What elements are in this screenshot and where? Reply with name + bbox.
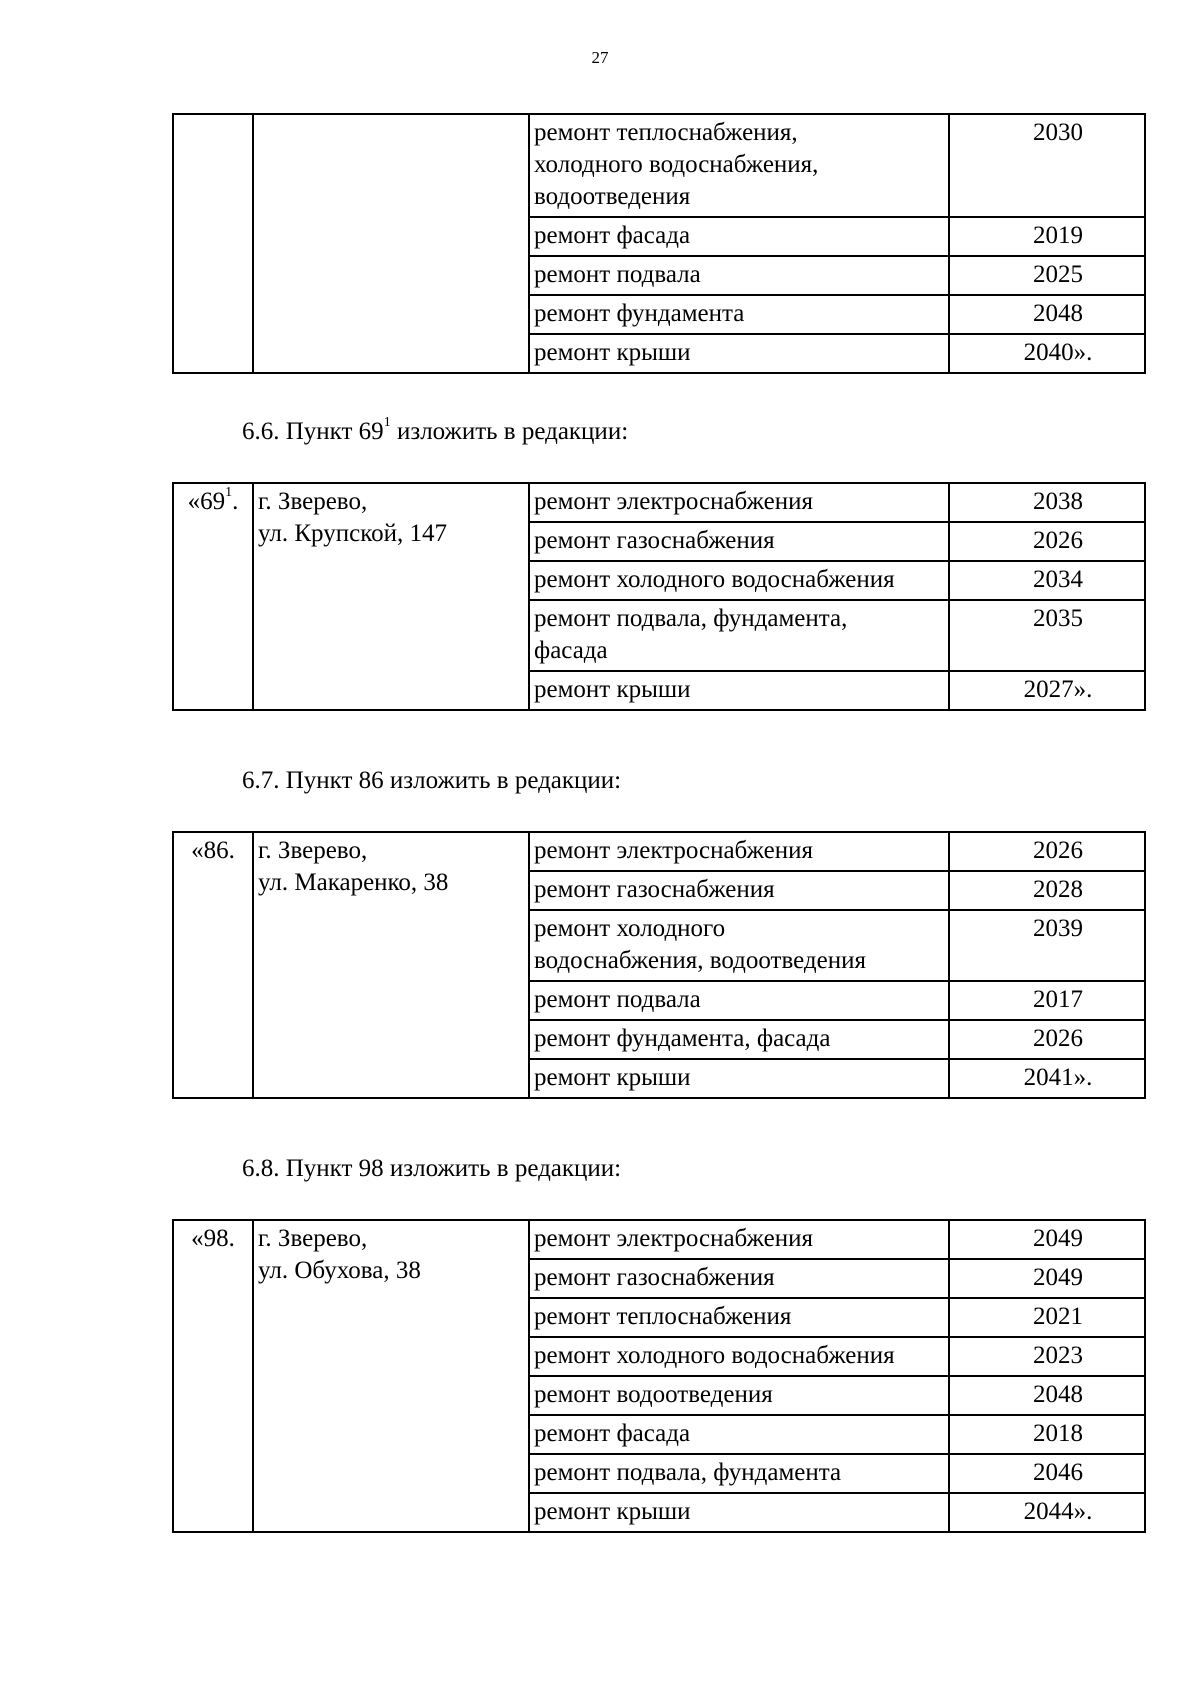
work-type-cell: ремонт холодного водоснабжения, водоотведения <box>529 910 949 981</box>
table-6-7 <box>172 831 1146 1099</box>
year-value: 2039 <box>1033 915 1083 942</box>
work-type-cell: ремонт подвала, фундамента, фасада <box>529 600 949 671</box>
year-value: 2017 <box>1033 986 1083 1013</box>
year-cell <box>949 1259 1145 1298</box>
year-cell <box>949 910 1145 981</box>
year-cell <box>949 1415 1145 1454</box>
year-cell <box>949 1220 1145 1259</box>
address-cell: г. Зверево, ул. Обухова, 38 <box>253 1220 529 1532</box>
work-type-cell: ремонт крыши <box>529 1059 949 1098</box>
work-type-cell: ремонт газоснабжения <box>529 522 949 561</box>
year-value: 2041». <box>1023 1064 1093 1091</box>
year-value: 2028 <box>1033 876 1083 903</box>
work-type-cell: ремонт фасада <box>529 1415 949 1454</box>
year-cell <box>949 1020 1145 1059</box>
work-type-cell: ремонт подвала <box>529 256 949 295</box>
item-number: «98. <box>173 1220 253 1532</box>
work-type-cell: ремонт фундамента <box>529 295 949 334</box>
work-type-cell: ремонт электроснабжения <box>529 1220 949 1259</box>
year-value: 2048 <box>1033 300 1083 327</box>
work-type-cell: ремонт газоснабжения <box>529 1259 949 1298</box>
year-value: 2044». <box>1023 1498 1093 1525</box>
year-value: 2026 <box>1033 527 1083 554</box>
year-value: 2025 <box>1033 261 1083 288</box>
work-type-cell: ремонт крыши <box>529 1493 949 1532</box>
year-cell <box>949 832 1145 871</box>
work-type-cell: ремонт крыши <box>529 671 949 710</box>
year-value: 2035 <box>1033 605 1083 632</box>
year-cell <box>949 114 1145 217</box>
work-type-cell: ремонт электроснабжения <box>529 483 949 522</box>
year-cell <box>949 600 1145 671</box>
year-cell <box>949 1376 1145 1415</box>
year-value: 2021 <box>1033 1303 1083 1330</box>
address-cell <box>253 114 529 373</box>
year-cell <box>949 483 1145 522</box>
year-value: 2048 <box>1033 1381 1083 1408</box>
work-type-cell: ремонт теплоснабжения <box>529 1298 949 1337</box>
year-value: 2046 <box>1033 1459 1083 1486</box>
year-value: 2040». <box>1023 339 1093 366</box>
table-row <box>173 1220 1145 1259</box>
year-value: 2023 <box>1033 1342 1083 1369</box>
heading-6-6: 6.6. Пункт $69^1$ изложить в редакции: <box>242 414 629 445</box>
item-number: «$69^1$. <box>173 483 253 710</box>
table-6-6 <box>172 482 1146 711</box>
year-value: 2034 <box>1033 566 1083 593</box>
work-type-cell: ремонт крыши <box>529 334 949 373</box>
item-number <box>173 114 253 373</box>
work-type-cell: ремонт газоснабжения <box>529 871 949 910</box>
year-cell <box>949 1493 1145 1532</box>
heading-6-7: 6.7. Пункт 86 изложить в редакции: <box>242 767 622 794</box>
superscript: 1 <box>225 484 233 500</box>
year-value: 2038 <box>1033 488 1083 515</box>
work-type-cell: ремонт холодного водоснабжения <box>529 561 949 600</box>
table-row <box>173 114 1145 217</box>
year-value: 2019 <box>1033 222 1083 249</box>
year-value: 2026 <box>1033 1025 1083 1052</box>
year-cell <box>949 295 1145 334</box>
table-row <box>173 832 1145 871</box>
year-cell <box>949 522 1145 561</box>
work-type-cell: ремонт водоотведения <box>529 1376 949 1415</box>
year-cell <box>949 334 1145 373</box>
address-cell: г. Зверево, ул. Крупской, 147 <box>253 483 529 710</box>
work-type-cell: ремонт холодного водоснабжения <box>529 1337 949 1376</box>
year-cell <box>949 1298 1145 1337</box>
work-type-cell: ремонт фасада <box>529 217 949 256</box>
year-cell <box>949 217 1145 256</box>
work-type-cell: ремонт теплоснабжения, холодного водоснабжения, водоотведения <box>529 114 949 217</box>
table-6-8 <box>172 1219 1146 1533</box>
year-value: 2026 <box>1033 837 1083 864</box>
work-type-cell: ремонт электроснабжения <box>529 832 949 871</box>
year-cell <box>949 671 1145 710</box>
table-top <box>172 113 1146 374</box>
heading-6-8: 6.8. Пункт 98 изложить в редакции: <box>242 1155 622 1182</box>
year-value: 2049 <box>1033 1225 1083 1252</box>
year-value: 2018 <box>1033 1420 1083 1447</box>
year-cell <box>949 871 1145 910</box>
work-type-cell: ремонт подвала, фундамента <box>529 1454 949 1493</box>
year-value: 2030 <box>1033 119 1083 146</box>
year-cell <box>949 256 1145 295</box>
item-number: «86. <box>173 832 253 1098</box>
year-cell <box>949 1454 1145 1493</box>
year-cell <box>949 561 1145 600</box>
year-cell <box>949 1059 1145 1098</box>
year-value: 2049 <box>1033 1264 1083 1291</box>
year-value: 2027». <box>1023 676 1093 703</box>
address-cell: г. Зверево, ул. Макаренко, 38 <box>253 832 529 1098</box>
year-cell <box>949 981 1145 1020</box>
year-cell <box>949 1337 1145 1376</box>
table-row <box>173 483 1145 522</box>
page-number: 27 <box>591 48 609 67</box>
work-type-cell: ремонт фундамента, фасада <box>529 1020 949 1059</box>
work-type-cell: ремонт подвала <box>529 981 949 1020</box>
